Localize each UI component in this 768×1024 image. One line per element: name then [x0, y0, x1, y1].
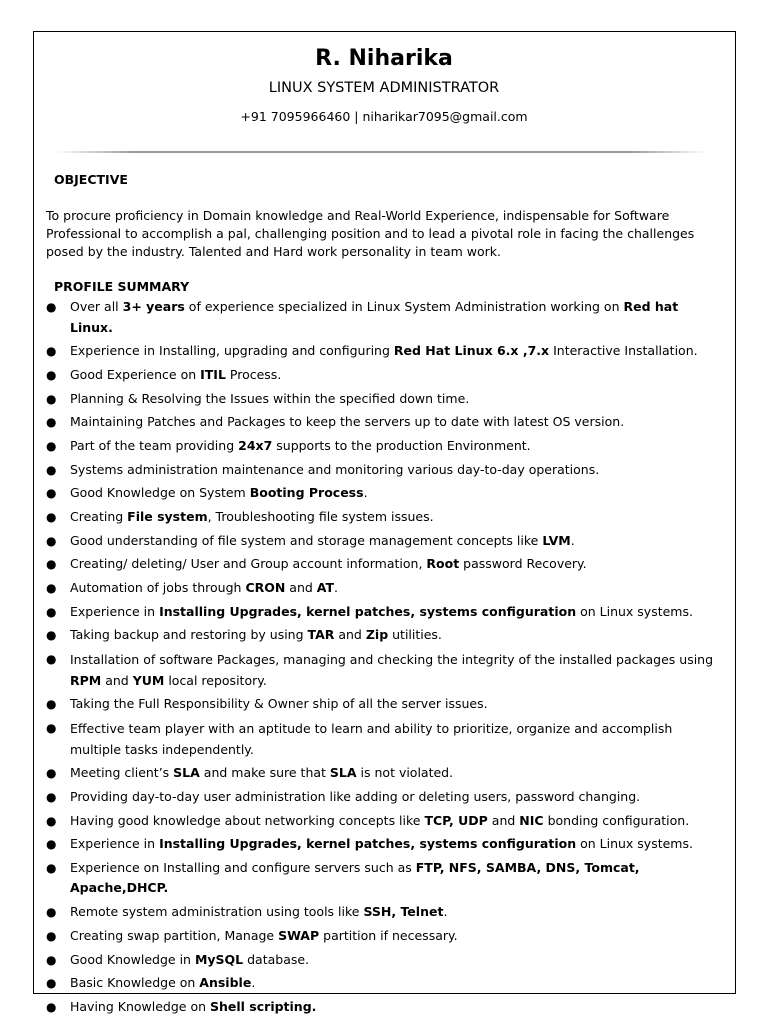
summary-bold-text: ITIL [200, 366, 226, 382]
summary-list-item [46, 926, 718, 947]
summary-list-item [46, 858, 718, 899]
summary-bold-text: TCP, UDP [424, 812, 488, 828]
summary-text: Remote system administration using tools like [70, 904, 364, 920]
summary-text: database. [243, 951, 310, 967]
summary-bold-text: 24x7 [238, 437, 273, 453]
summary-text: Automation of jobs through [70, 580, 246, 596]
summary-bold-text: FTP, NFS, SAMBA, DNS, Tomcat, Apache,DHCP. [70, 859, 640, 896]
summary-bold-text: TAR [307, 627, 335, 643]
summary-text: Creating [70, 509, 128, 524]
summary-text: Over all [70, 299, 123, 314]
summary-list-item [46, 834, 718, 855]
summary-text: partition if necessary. [319, 927, 458, 943]
summary-list-item [46, 694, 718, 715]
bullet-icon: ● [46, 999, 57, 1014]
summary-text: Planning & Resolving the Issues within the specified down time. [70, 390, 470, 406]
bullet-icon: ● [46, 300, 57, 314]
summary-bold-text: RPM [70, 673, 102, 689]
summary-text: Good Knowledge on System [70, 485, 250, 501]
summary-text: Taking backup and restoring by using [70, 627, 308, 643]
objective-text: To procure proficiency in Domain knowledge and Real-World Experience, indispensable for Software Professional to accomplish a pal, challenging position and to lead a pivotal role in facing the challenges posed by the industry. Talented and Hard work personality in team work. [46, 208, 695, 259]
summary-text: supports to the production Environment. [272, 437, 531, 453]
bullet-icon: ● [46, 766, 57, 781]
summary-text: on Linux systems. [576, 836, 693, 852]
summary-text: , Troubleshooting file system issues. [207, 509, 434, 524]
summary-text: Taking the Full Responsibility & Owner ship of all the server issues. [70, 696, 488, 712]
summary-bold-text: NIC [519, 812, 544, 828]
summary-bold-text: SWAP [278, 927, 320, 943]
summary-text: Installation of software Packages, managing and checking the integrity of the installed packages using [70, 652, 714, 668]
summary-text: Good understanding of file system and storage management concepts like [70, 532, 543, 548]
summary-list-item [46, 950, 718, 971]
summary-text: on Linux systems. [576, 603, 693, 619]
summary-list-item [46, 436, 718, 457]
profile-summary-heading: PROFILE SUMMARY [54, 279, 190, 294]
bullet-icon: ● [46, 557, 57, 572]
bullet-icon: ● [46, 813, 57, 828]
summary-text: Meeting client’s [70, 765, 174, 781]
summary-list-item [46, 718, 718, 760]
summary-text: is not violated. [356, 765, 454, 781]
summary-bold-text: Ansible [199, 975, 252, 991]
summary-list-item [46, 460, 718, 481]
bullet-icon: ● [46, 438, 57, 453]
bullet-icon: ● [46, 462, 57, 477]
summary-bold-text: 3+ years [122, 299, 185, 314]
summary-text: . [334, 580, 339, 596]
bullet-icon: ● [46, 628, 57, 643]
profile-summary-list [46, 297, 718, 1021]
bullet-icon: ● [46, 976, 57, 991]
summary-text: Experience in Installing, upgrading and configuring [70, 343, 394, 359]
summary-text: Providing day-to-day user administration like adding or deleting users, password changing. [70, 788, 641, 804]
summary-text: Interactive Installation. [549, 343, 698, 359]
summary-text: Part of the team providing [70, 437, 239, 453]
summary-text: Systems administration maintenance and monitoring various day-to-day operations. [70, 461, 600, 477]
summary-text: and [487, 812, 520, 828]
summary-list-item [46, 973, 718, 994]
bullet-icon: ● [46, 789, 57, 804]
summary-bold-text: Booting Process [249, 485, 364, 501]
summary-list-item [46, 902, 718, 923]
summary-bold-text: Installing Upgrades, kernel patches, systems configuration [159, 603, 577, 619]
summary-list-item [46, 649, 718, 691]
summary-text: utilities. [388, 627, 442, 643]
summary-list-item [46, 531, 718, 552]
bullet-icon: ● [46, 837, 57, 852]
summary-list-item [46, 763, 718, 784]
summary-list-item [46, 389, 718, 410]
bullet-icon: ● [46, 510, 57, 524]
summary-list-item [46, 787, 718, 808]
summary-bold-text: LVM [542, 532, 571, 548]
summary-bold-text: Installing Upgrades, kernel patches, systems configuration [159, 836, 577, 852]
contact-info: +91 7095966460 | niharikar7095@gmail.com [240, 109, 528, 124]
summary-bold-text: Shell scripting. [210, 998, 317, 1014]
summary-text: and [334, 627, 366, 643]
summary-text: Experience in [70, 836, 160, 852]
summary-list-item [46, 412, 718, 433]
bullet-icon: ● [46, 604, 57, 619]
summary-text: Good Knowledge in [70, 951, 195, 967]
summary-text: and make sure that [199, 765, 330, 781]
summary-text: . [251, 975, 256, 991]
summary-text: Having Knowledge on [70, 998, 210, 1014]
bullet-icon: ● [46, 860, 57, 875]
summary-list-item [46, 578, 718, 599]
bullet-icon: ● [46, 344, 57, 359]
summary-list-item [46, 365, 718, 386]
summary-text: Good Experience on [70, 366, 201, 382]
summary-list-item [46, 997, 718, 1018]
summary-text: Basic Knowledge on [70, 975, 200, 991]
summary-text: of experience specialized in Linux System Administration working on [184, 299, 624, 314]
objective-heading: OBJECTIVE [54, 172, 128, 187]
bullet-icon: ● [46, 367, 57, 382]
summary-list-item [46, 602, 718, 623]
summary-text: Effective team player with an aptitude to learn and ability to prioritize, organize and accomplish multiple tasks independently. [70, 721, 673, 757]
bullet-icon: ● [46, 391, 57, 406]
summary-list-item [46, 483, 718, 504]
summary-list-item [46, 811, 718, 832]
summary-text: Having good knowledge about networking concepts like [70, 812, 425, 828]
bullet-icon: ● [46, 652, 57, 667]
summary-text: . [443, 904, 448, 920]
summary-bold-text: Root [426, 556, 460, 572]
bullet-icon: ● [46, 533, 57, 548]
summary-text: . [363, 485, 368, 501]
summary-list-item [46, 341, 718, 362]
summary-text: Maintaining Patches and Packages to keep the servers up to date with latest OS version. [70, 414, 625, 430]
bullet-icon: ● [46, 721, 57, 735]
summary-bold-text: SLA [173, 765, 200, 781]
summary-list-item [46, 297, 718, 338]
summary-bold-text: CRON [245, 580, 286, 596]
summary-bold-text: SLA [329, 765, 357, 781]
summary-text: Creating swap partition, Manage [70, 927, 279, 943]
summary-bold-text: File system [127, 509, 208, 524]
summary-text: and [101, 673, 133, 689]
candidate-name: R. Niharika [315, 46, 453, 71]
summary-list-item [46, 507, 718, 528]
summary-bold-text: MySQL [194, 951, 244, 967]
summary-text: . [570, 532, 575, 548]
summary-text: and [285, 580, 317, 596]
bullet-icon: ● [46, 415, 57, 430]
bullet-icon: ● [46, 697, 57, 712]
summary-bold-text: Red Hat Linux 6.x ,7.x [393, 343, 550, 359]
summary-text: Process. [225, 366, 282, 382]
summary-list-item [46, 625, 718, 646]
bullet-icon: ● [46, 581, 57, 596]
bullet-icon: ● [46, 928, 57, 943]
summary-text: local repository. [164, 673, 267, 689]
header-divider [56, 151, 708, 153]
summary-text: Experience on Installing and configure servers such as [70, 859, 416, 875]
summary-bold-text: Red hat Linux. [70, 299, 679, 335]
summary-text: password Recovery. [459, 556, 587, 572]
summary-text: bonding configuration. [543, 812, 690, 828]
summary-text: Experience in [70, 603, 160, 619]
summary-bold-text: Zip [365, 627, 389, 643]
summary-bold-text: SSH, Telnet [363, 904, 444, 920]
job-title: LINUX SYSTEM ADMINISTRATOR [268, 80, 500, 96]
summary-bold-text: AT [316, 580, 335, 596]
summary-list-item [46, 554, 718, 575]
bullet-icon: ● [46, 486, 57, 501]
summary-bold-text: YUM [132, 673, 165, 689]
summary-text: Creating/ deleting/ User and Group account information, [70, 556, 427, 572]
bullet-icon: ● [46, 905, 57, 920]
bullet-icon: ● [46, 952, 57, 967]
